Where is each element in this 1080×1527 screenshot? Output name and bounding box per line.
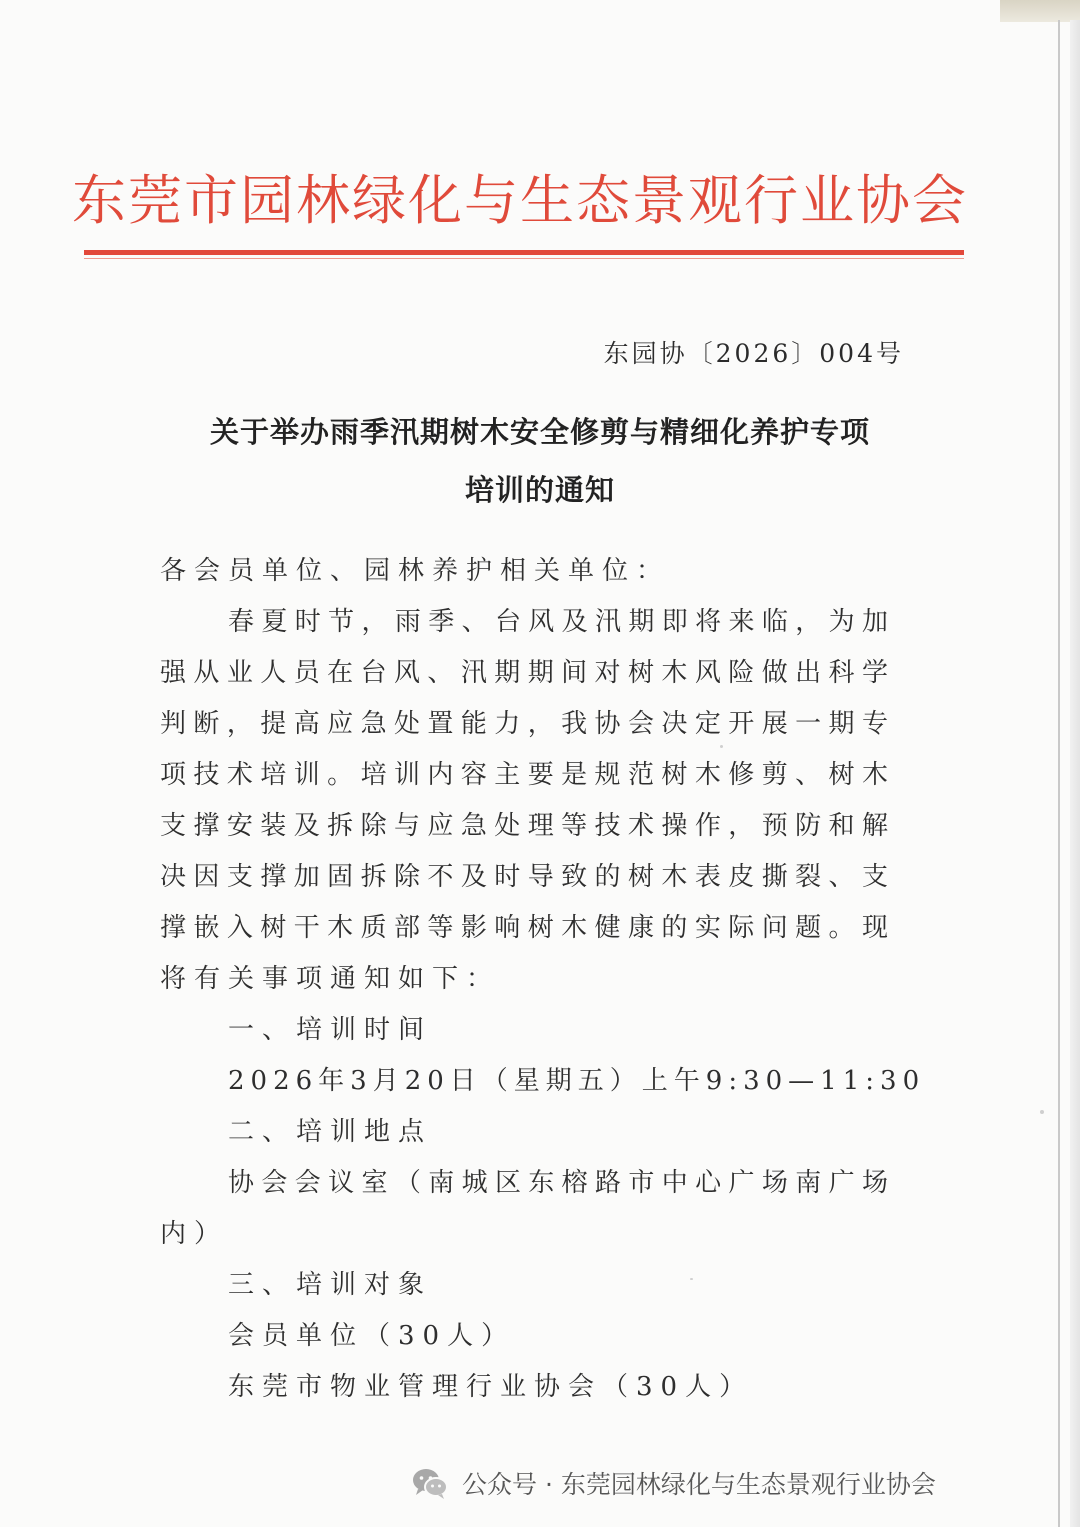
letterhead-red-rule-thin — [84, 258, 964, 259]
organization-letterhead: 东莞市园林绿化与生态景观行业协会 — [72, 169, 968, 232]
paragraph-line: 撑嵌入树干木质部等影响树木健康的实际问题。现 — [160, 913, 888, 943]
section-heading-time: 一、培训时间 — [228, 1015, 433, 1045]
scan-edge-shadow — [1070, 20, 1080, 1527]
paragraph-line: 决因支撑加固拆除不及时导致的树木表皮撕裂、支 — [160, 862, 888, 892]
paragraph-line: 强从业人员在台风、汛期期间对树木风险做出科学 — [160, 658, 888, 688]
paragraph-line: 项技术培训。培训内容主要是规范树木修剪、树木 — [160, 760, 888, 790]
scan-speck — [720, 745, 723, 748]
section-heading-audience: 三、培训对象 — [228, 1270, 433, 1300]
salutation: 各会员单位、园林养护相关单位： — [160, 556, 671, 586]
watermark-text: 公众号 · 东莞园林绿化与生态景观行业协会 — [462, 1470, 936, 1499]
audience-item: 东莞市物业管理行业协会（30人） — [228, 1372, 754, 1402]
document-number: 东园协〔2026〕004号 — [603, 339, 904, 368]
wechat-account-watermark — [410, 1460, 936, 1506]
letterhead-red-rule — [84, 250, 964, 255]
scan-edge-top — [1000, 0, 1080, 22]
training-place-value-cont: 内） — [160, 1219, 229, 1249]
wechat-icon — [410, 1463, 450, 1503]
notice-title-line-1: 关于举办雨季汛期树木安全修剪与精细化养护专项 — [209, 415, 870, 449]
audience-item: 会员单位（30人） — [228, 1321, 516, 1351]
notice-title-line-2: 培训的通知 — [464, 473, 615, 507]
scan-speck — [1040, 1110, 1044, 1114]
paragraph-line: 支撑安装及拆除与应急处理等技术操作，预防和解 — [160, 811, 888, 841]
paragraph-line: 判断，提高应急处置能力，我协会决定开展一期专 — [160, 709, 888, 739]
training-place-value: 协会会议室（南城区东榕路市中心广场南广场 — [228, 1168, 888, 1198]
paragraph-line: 将有关事项通知如下： — [160, 964, 501, 994]
paragraph-line: 春夏时节，雨季、台风及汛期即将来临，为加 — [228, 607, 888, 637]
scan-edge-line — [1058, 20, 1060, 1527]
training-time-value: 2026年3月20日（星期五）上午9:30—11:30 — [228, 1066, 926, 1096]
scan-speck — [690, 1278, 693, 1280]
section-heading-place: 二、培训地点 — [228, 1117, 433, 1147]
